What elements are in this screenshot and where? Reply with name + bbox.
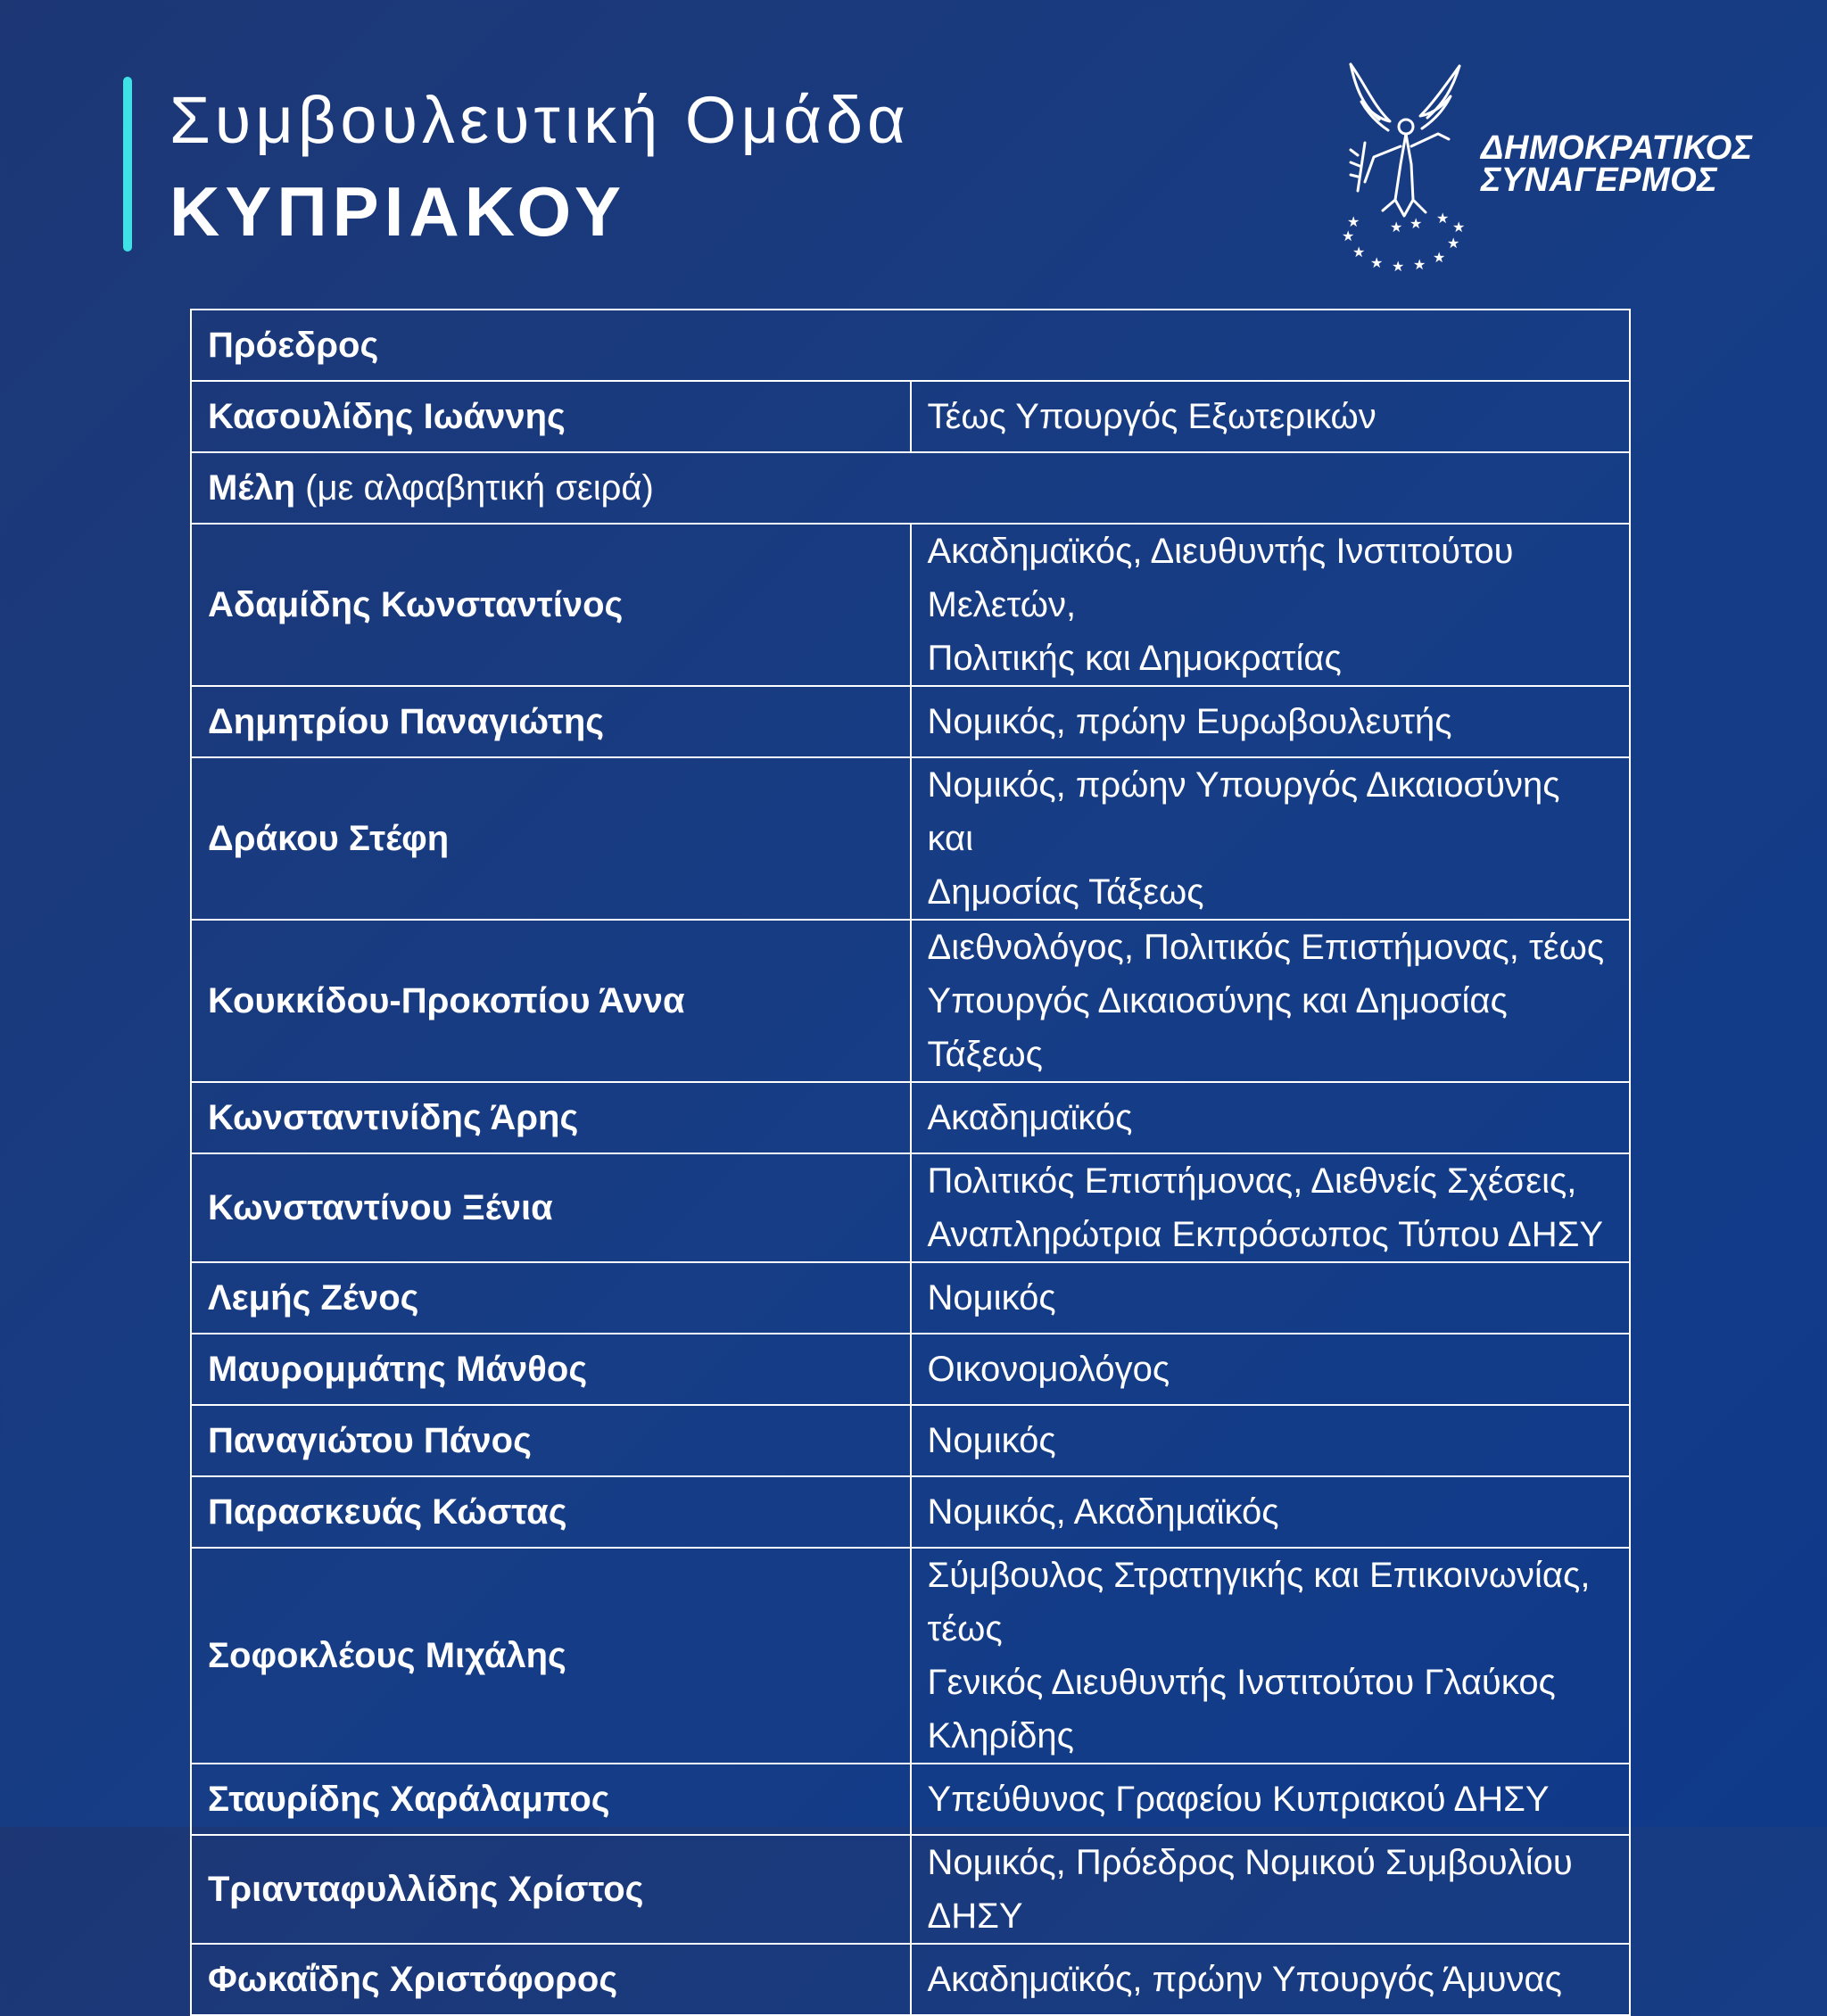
member-role-line: Νομικός, πρώην Ευρωβουλευτής [927,702,1452,741]
member-role [911,686,1631,757]
member-role-line: Πολιτικός Επιστήμονας, Διεθνείς Σχέσεις, [927,1161,1577,1201]
member-name: Σταυρίδης Χαράλαμπος [191,1764,911,1835]
chair-row [191,381,1630,452]
member-name: Αδαμίδης Κωνσταντίνος [191,524,911,686]
table-row [191,1476,1630,1548]
table-row [191,920,1630,1082]
svg-text:★: ★ [1433,249,1446,266]
logo-line2: ΣΥΝΑΓΕΡΜΟΣ [1481,161,1718,199]
member-role-line: Νομικός [927,1421,1056,1460]
accent-bar [123,77,132,252]
members-section-title: Μέλη [208,468,296,508]
member-role [911,1944,1631,2015]
member-name: Παναγιώτου Πάνος [191,1405,911,1476]
member-role [911,1548,1631,1764]
page-subtitle: ΚΥΠΡΙΑΚΟΥ [169,172,626,251]
member-name: Σοφοκλέους Μιχάλης [191,1548,911,1764]
member-role [911,1764,1631,1835]
svg-text:★: ★ [1352,244,1366,260]
table-row [191,1835,1630,1944]
member-role-line: Διεθνολόγος, Πολιτικός Επιστήμονας, τέως [927,928,1605,967]
table-row [191,757,1630,920]
member-role [911,1405,1631,1476]
member-name: Τριανταφυλλίδης Χρίστος [191,1835,911,1944]
member-role [911,1835,1631,1944]
member-role-line: Νομικός [927,1278,1056,1318]
member-role-line: Υπουργός Δικαιοσύνης και Δημοσίας Τάξεως [927,981,1508,1074]
member-role-line: Δημοσίας Τάξεως [927,872,1204,912]
member-role [911,1334,1631,1405]
member-role-line: Ακαδημαϊκός [927,1098,1133,1137]
svg-text:★: ★ [1370,254,1384,271]
svg-text:★: ★ [1410,215,1423,232]
page-title: Συμβουλευτική Ομάδα [169,83,910,157]
member-role-line: Ακαδημαϊκός, πρώην Υπουργός Άμυνας [927,1960,1562,1999]
member-name: Κωνσταντίνου Ξένια [191,1153,911,1262]
chair-role: Τέως Υπουργός Εξωτερικών [911,381,1631,452]
member-role [911,1153,1631,1262]
table-row [191,1082,1630,1153]
table-row [191,686,1630,757]
chair-name: Κασουλίδης Ιωάννης [191,381,911,452]
member-role [911,757,1631,920]
svg-text:★: ★ [1347,213,1360,230]
member-name: Φωκαΐδης Χριστόφορος [191,1944,911,2015]
svg-text:★: ★ [1390,219,1403,235]
members-section-label [191,452,1630,524]
members-section-note: (με αλφαβητική σειρά) [295,468,654,508]
svg-text:★: ★ [1447,235,1460,252]
logo-line1: ΔΗΜΟΚΡΑΤΙΚΟΣ [1481,129,1753,167]
chair-section-label: Πρόεδρος [191,310,1630,381]
member-role-line: Νομικός, πρώην Υπουργός Δικαιοσύνης και [927,765,1560,858]
member-name: Δράκου Στέφη [191,757,911,920]
member-role [911,1262,1631,1334]
members-table [190,309,1631,2016]
member-role-line: Νομικός, Πρόεδρος Νομικού Συμβουλίου ΔΗΣΥ [927,1843,1573,1936]
member-name: Κουκκίδου-Προκοπίου Άννα [191,920,911,1082]
winged-victory-emblem-icon [1338,57,1481,276]
member-name: Κωνσταντινίδης Άρης [191,1082,911,1153]
table-row [191,1764,1630,1835]
svg-text:★: ★ [1413,256,1426,273]
member-name: Λεμής Ζένος [191,1262,911,1334]
table-row [191,1405,1630,1476]
member-role [911,1476,1631,1548]
member-role [911,1082,1631,1153]
member-role-line: Οικονομολόγος [927,1350,1170,1389]
logo-wordmark [1481,129,1753,199]
svg-text:★: ★ [1452,219,1466,235]
member-role-line: Υπεύθυνος Γραφείου Κυπριακού ΔΗΣΥ [927,1780,1550,1819]
member-role [911,524,1631,686]
member-name: Δημητρίου Παναγιώτης [191,686,911,757]
chair-section-row [191,310,1630,381]
table-row [191,1548,1630,1764]
table-row [191,1334,1630,1405]
table-row [191,1944,1630,2015]
member-role [911,920,1631,1082]
table-row [191,1153,1630,1262]
member-role-line: Πολιτικής και Δημοκρατίας [927,639,1342,678]
member-role-line: Νομικός, Ακαδημαϊκός [927,1492,1279,1532]
member-role-line: Γενικός Διευθυντής Ινστιτούτου Γλαύκος Κληρίδης [927,1663,1556,1756]
table-row [191,1262,1630,1334]
svg-text:★: ★ [1342,227,1355,244]
member-role-line: Αναπληρώτρια Εκπρόσωπος Τύπου ΔΗΣΥ [927,1215,1603,1254]
member-name: Μαυρομμάτης Μάνθος [191,1334,911,1405]
table-row [191,524,1630,686]
members-section-row [191,452,1630,524]
svg-text:★: ★ [1436,210,1450,227]
member-role-line: Σύμβουλος Στρατηγικής και Επικοινωνίας, τέως [927,1556,1591,1648]
party-logo [1338,57,1757,276]
svg-text:★: ★ [1392,258,1405,275]
member-role-line: Ακαδημαϊκός, Διευθυντής Ινστιτούτου Μελετών, [927,532,1514,624]
member-name: Παρασκευάς Κώστας [191,1476,911,1548]
